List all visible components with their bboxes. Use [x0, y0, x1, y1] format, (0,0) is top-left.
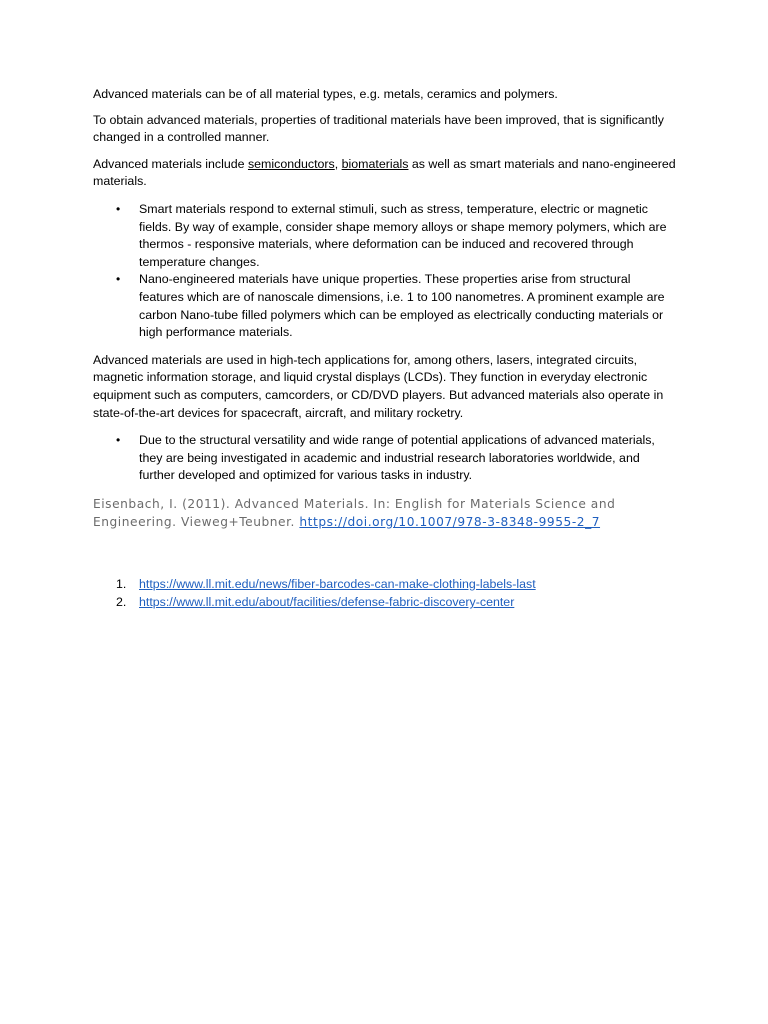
biomaterials-link[interactable]: biomaterials	[341, 156, 409, 171]
reference-item	[93, 593, 676, 612]
paragraph-include-before: Advanced materials include	[93, 156, 248, 171]
bullet-list-research	[93, 432, 676, 485]
reference-number: 2.	[116, 595, 127, 610]
bullet-icon: •	[116, 433, 121, 448]
bullet-icon: •	[116, 201, 121, 216]
citation-text: Eisenbach, I. (2011). Advanced Materials. In: English for Materials Science and Engineering. Vieweg+Teubner.	[93, 496, 616, 529]
reference-list	[93, 575, 676, 612]
paragraph-include	[93, 156, 676, 191]
reference-link-defense-fabric[interactable]: https://www.ll.mit.edu/about/facilities/defense-fabric-discovery-center	[139, 595, 515, 610]
paragraph-applications: Advanced materials are used in high-tech applications for, among others, lasers, integrated circuits, magnetic information storage, and liquid crystal displays (LCDs). They function in everyday electronic equipment such as computers, camcorders, or CD/DVD players. But advanced materials also operate in state-of-the-art devices for spacecraft, aircraft, and military rocketry.	[93, 352, 664, 420]
list-item-text: Due to the structural versatility and wide range of potential applications of advanced materials, they are being investigated in academic and industrial research laboratories worldwide, and further developed and optimized for various tasks in industry.	[139, 433, 655, 483]
bullet-icon: •	[116, 272, 121, 287]
list-item-research	[93, 432, 676, 485]
citation	[93, 495, 676, 531]
reference-number: 1.	[116, 576, 127, 591]
reference-link-fiber-barcodes[interactable]: https://www.ll.mit.edu/news/fiber-barcodes-can-make-clothing-labels-last	[139, 576, 536, 591]
bullet-list-materials	[93, 201, 676, 342]
paragraph-include-after: as well as smart materials and nano-engineered materials.	[93, 156, 676, 189]
list-item-text: Nano-engineered materials have unique properties. These properties arise from structural features which are of nanoscale dimensions, i.e. 1 to 100 nanometres. A prominent example are carbon Nano-tube filled polymers which can be employed as electrically conducting materials or high performance materials.	[139, 272, 665, 340]
semiconductors-link[interactable]: semiconductors	[247, 156, 335, 171]
list-item-text: Smart materials respond to external stimuli, such as stress, temperature, electric or magnetic fields. By way of example, consider shape memory alloys or shape memory polymers, which are thermos - responsive materials, where deformation can be induced and recovered through temperature changes.	[139, 201, 667, 269]
doi-link[interactable]: https://doi.org/10.1007/978-3-8348-9955-2_7	[299, 514, 601, 529]
list-item-smart-materials	[93, 201, 676, 271]
paragraph-intro: Advanced materials can be of all material types, e.g. metals, ceramics and polymers.	[93, 87, 558, 101]
list-item-nano-materials	[93, 271, 676, 341]
reference-item	[93, 575, 676, 594]
paragraph-include-sep: ,	[334, 156, 342, 171]
paragraph-obtain: To obtain advanced materials, properties of traditional materials have been improved, that is significantly changed in a controlled manner.	[93, 112, 664, 145]
